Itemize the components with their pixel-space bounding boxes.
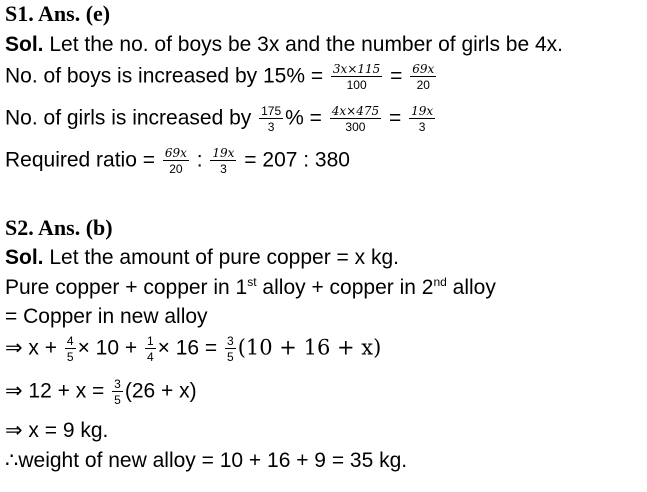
s1-boys-text: No. of boys is increased by 15% =: [5, 64, 329, 88]
s2-sol-text: Let the amount of pure copper = x kg.: [43, 246, 399, 269]
equals-sign: =: [383, 106, 408, 130]
s2-line-2: [5, 276, 496, 299]
s1-boys-fraction-2: [410, 62, 436, 92]
s1-ratio-fraction-2: [210, 146, 236, 176]
eq2-part-b: (26 + x): [124, 379, 197, 403]
fraction-denominator: 5: [66, 350, 74, 364]
ratio-colon: :: [190, 148, 209, 172]
s2-equation-1: [5, 334, 381, 364]
s2-sol-line: [5, 246, 399, 269]
s1-sol-line: [5, 33, 563, 56]
superscript-nd: nd: [433, 275, 447, 289]
s2-heading: S2. Ans. (b): [5, 215, 113, 240]
s2-equation-3: ⇒ x = 9 kg.: [5, 419, 109, 442]
eq1-part-b: × 10 +: [77, 336, 143, 360]
s1-girls-fraction-2: [409, 104, 435, 134]
eq1-fraction-3: [225, 334, 236, 364]
fraction-denominator: 5: [227, 350, 234, 364]
s1-ratio-line: [5, 146, 350, 176]
s1-boys-fraction-1: [331, 62, 382, 92]
eq2-fraction: [112, 377, 123, 407]
fraction-denominator: 20: [416, 78, 430, 92]
s1-sol-text: Let the no. of boys be 3x and the number of girls be 4x.: [43, 33, 564, 56]
fraction-denominator: 100: [346, 78, 367, 92]
percent-equals: % =: [285, 106, 328, 130]
s1-girls-text: No. of girls is increased by: [5, 106, 258, 130]
eq1-fraction-1: [65, 334, 76, 364]
s1-ratio-result: = 207 : 380: [238, 148, 350, 172]
fraction-numerator: 1: [146, 334, 154, 348]
s1-girls-line: [5, 104, 437, 134]
fraction-numerator: 3: [227, 334, 234, 348]
s2-equation-2: [5, 377, 197, 407]
fraction-numerator: 19x: [411, 104, 434, 118]
eq1-part-c: × 16 =: [157, 336, 224, 360]
fraction-numerator: 4x×475: [331, 104, 380, 118]
fraction-numerator: 69x: [164, 146, 187, 160]
fraction-denominator: 3: [267, 120, 275, 134]
s1-sol-label: Sol.: [5, 33, 44, 56]
s2-equation-4: ∴weight of new alloy = 10 + 16 + 9 = 35 kg.: [5, 449, 408, 472]
fraction-numerator: 175: [261, 104, 282, 118]
fraction-numerator: 19x: [212, 146, 235, 160]
s2-line-2-part-a: Pure copper + copper in 1: [5, 276, 248, 299]
eq1-part-a: ⇒ x +: [5, 336, 63, 360]
fraction-denominator: 3: [220, 162, 227, 176]
fraction-numerator: 69x: [412, 62, 435, 76]
superscript-st: st: [247, 275, 257, 289]
eq1-part-d: (10 + 16 + x): [237, 335, 382, 360]
fraction-numerator: 4: [66, 334, 74, 348]
s2-sol-label: Sol.: [5, 246, 44, 269]
s1-ratio-text: Required ratio =: [5, 148, 161, 172]
s1-boys-line: [5, 62, 438, 92]
fraction-denominator: 4: [146, 350, 154, 364]
fraction-numerator: 3x×115: [332, 62, 381, 76]
s1-ratio-fraction-1: [163, 146, 189, 176]
fraction-numerator: 3: [114, 377, 121, 391]
s2-line-2-part-b: alloy + copper in 2: [256, 276, 434, 299]
fraction-denominator: 3: [418, 120, 426, 134]
s2-line-2-part-c: alloy: [446, 276, 496, 299]
fraction-denominator: 20: [169, 162, 183, 176]
fraction-denominator: 300: [345, 120, 366, 134]
s2-line-3: = Copper in new alloy: [5, 305, 208, 328]
eq2-part-a: ⇒ 12 + x =: [5, 379, 111, 403]
s1-heading: S1. Ans. (e): [5, 1, 111, 26]
s1-girls-percent-fraction: [259, 104, 283, 134]
equals-sign: =: [384, 64, 409, 88]
eq1-fraction-2: [145, 334, 156, 364]
s1-girls-fraction-1: [330, 104, 381, 134]
fraction-denominator: 5: [114, 393, 121, 407]
